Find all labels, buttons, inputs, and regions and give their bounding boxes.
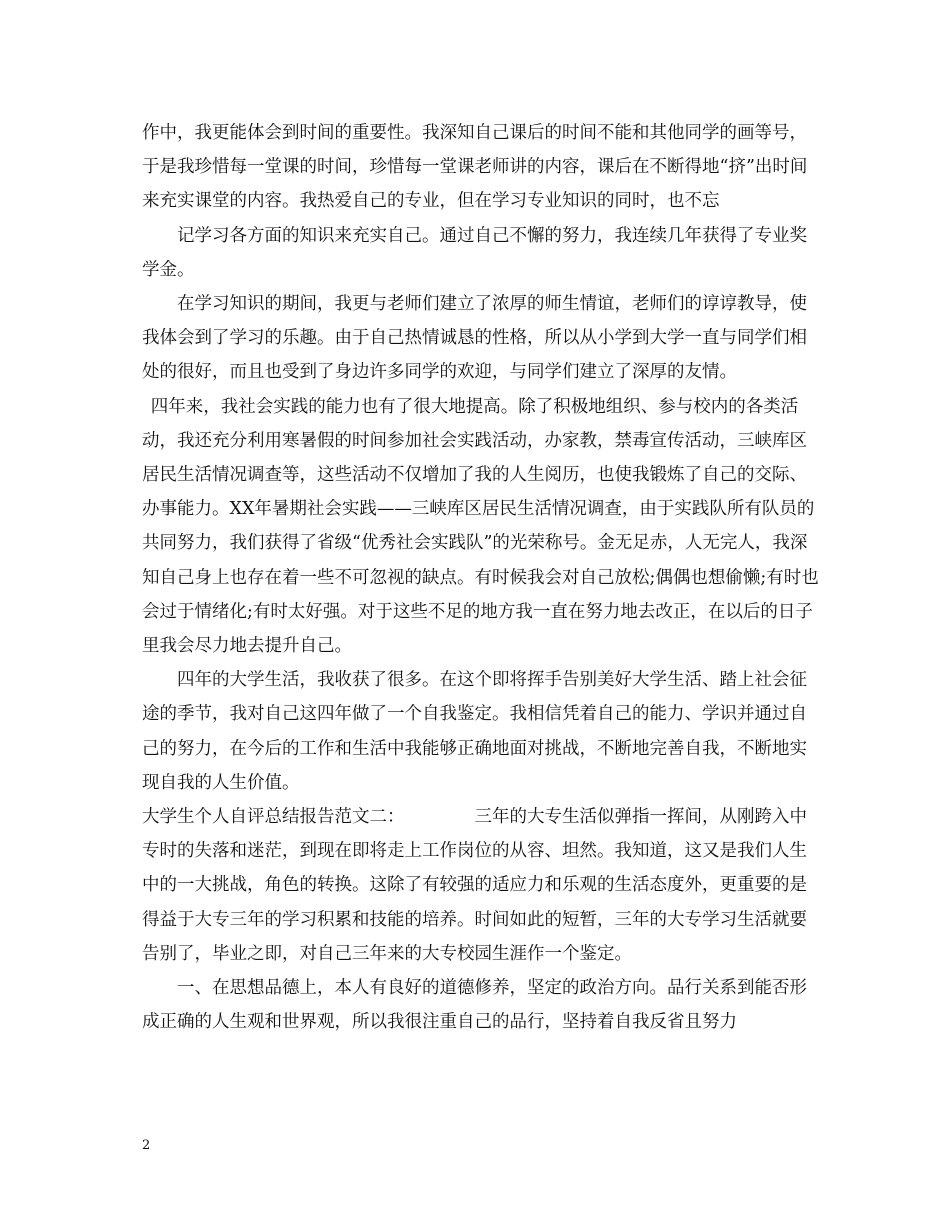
paragraph-7: 一、在思想品德上，本人有良好的道德修养，坚定的政治方向。品行关系到能否形成正确的人生观和世界观，所以我很注重自己的品行，坚持着自我反省且努力 [142, 978, 807, 1033]
paragraph-2: 记学习各方面的知识来充实自己。通过自己不懈的努力，我连续几年获得了专业奖学金。 [142, 225, 807, 280]
body-text [142, 116, 822, 1039]
paragraph-4: 四年来，我社会实践的能力也有了很大地提高。除了积极地组织、参与校内的各类活动，我还充分利用寒暑假的时间参加社会实践活动，办家教，禁毒宣传活动，三峡库区居民生活情况调查等，这些活动不仅增加了我的人生阅历，也使我锻炼了自己的交际、办事能力。XX年暑期社会实践——三峡库区居民生活情况调查，由于实践队所有队员的共同努力，我们获得了省级“优秀社会实践队”的光荣称号。金无足赤，人无完人，我深知自己身上也存在着一些不可忽视的缺点。有时候我会对自己放松;偶偶也想偷懒;有时也会过于情绪化;有时太好强。对于这些不足的地方我一直在努力地去改正，在以后的日子里我会尽力地去提升自己。 [142, 396, 819, 657]
paragraph-6 [142, 800, 822, 971]
paragraph-5: 四年的大学生活，我收获了很多。在这个即将挥手告别美好大学生活、踏上社会征途的季节，我对自己这四年做了一个自我鉴定。我相信凭着自己的能力、学识并通过自己的努力，在今后的工作和生活中我能够正确地面对挑战，不断地完善自我，不断地实现自我的人生价值。 [142, 670, 807, 793]
paragraph-3: 在学习知识的期间，我更与老师们建立了浓厚的师生情谊，老师们的谆谆教导，使我体会到了学习的乐趣。由于自己热情诚恳的性格，所以从小学到大学一直与同学们相处的很好，而且也受到了身边许多同学的欢迎，与同学们建立了深厚的友情。 [142, 294, 807, 383]
page-number: 2 [142, 1138, 151, 1153]
section-intro: 三年的大专生活似弹指一挥间，从刚跨入中专时的失落和迷茫，到现在即将走上工作岗位的从容、坦然。我知道，这又是我们人生中的一大挑战，角色的转换。这除了有较强的适应力和乐观的生活态度外，更重要的是得益于大专三年的学习积累和技能的培养。时间如此的短暂，三年的大专学习生活就要告别了，毕业之即，对自己三年来的大专校园生涯作一个鉴定。 [142, 807, 807, 964]
paragraph-1: 作中，我更能体会到时间的重要性。我深知自己课后的时间不能和其他同学的画等号，于是我珍惜每一堂课的时间，珍惜每一堂课老师讲的内容，课后在不断得地“挤”出时间来充实课堂的内容。我热爱自己的专业，但在学习专业知识的同时，也不忘 [142, 123, 808, 212]
section-heading: 大学生个人自评总结报告范文二： [142, 807, 405, 828]
